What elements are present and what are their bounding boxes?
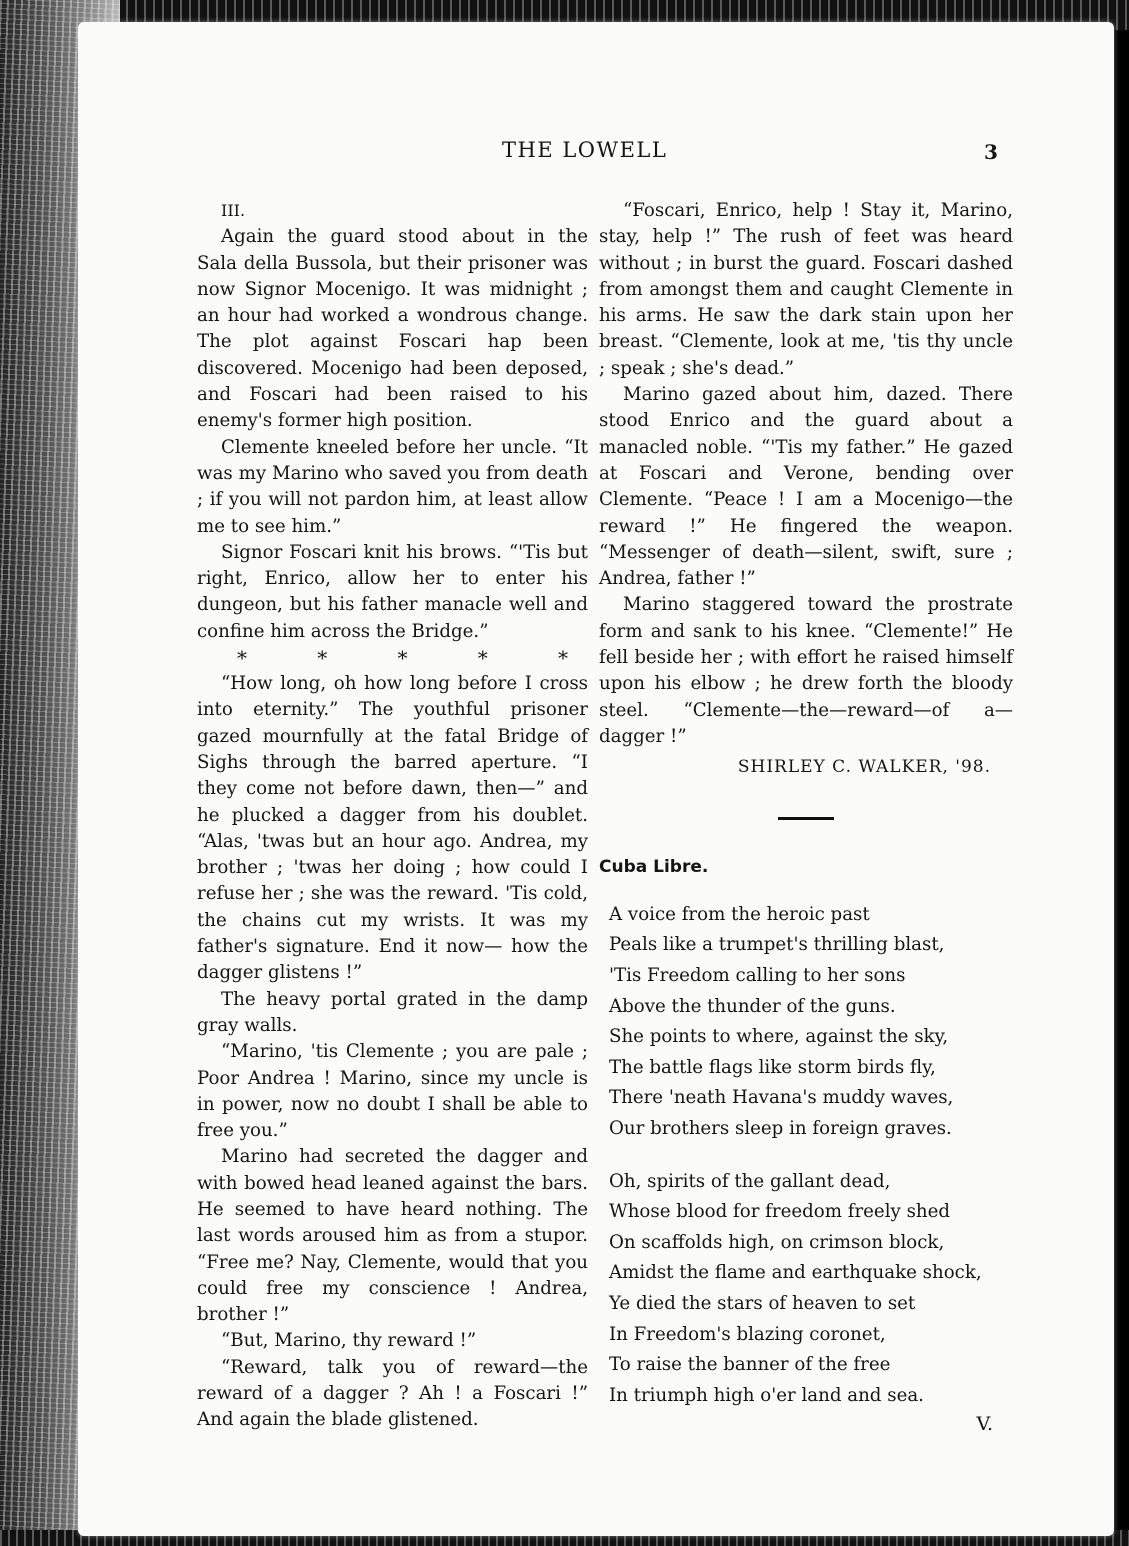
poem-line: The battle flags like storm birds fly, xyxy=(609,1056,936,1078)
poem-line: A voice from the heroic past xyxy=(609,903,870,925)
paragraph: The heavy portal grated in the damp gray walls. xyxy=(197,988,588,1036)
poem-line: Whose blood for freedom freely shed xyxy=(609,1201,951,1223)
asterisk: * xyxy=(558,646,568,671)
poem-line: Ye died the stars of heaven to set xyxy=(609,1292,916,1314)
poem-line: Oh, spirits of the gallant dead, xyxy=(609,1170,891,1192)
running-header-title: THE LOWELL xyxy=(502,138,668,162)
poem-line: Our brothers sleep in foreign graves. xyxy=(609,1117,952,1139)
poem-line: There 'neath Havana's muddy waves, xyxy=(609,1087,954,1109)
poem-line: To raise the banner of the free xyxy=(609,1354,891,1376)
paragraph: “Reward, talk you of reward—the reward of a dagger ? Ah ! a Foscari !” And again the blade glistened. xyxy=(197,1356,588,1431)
poem-stanza-2 xyxy=(609,1167,1013,1412)
poem-line: On scaffolds high, on crimson block, xyxy=(609,1231,945,1253)
poem-line: Above the thunder of the guns. xyxy=(609,995,896,1017)
asterisk: * xyxy=(397,646,408,671)
paragraph: Signor Foscari knit his brows. “'Tis but right, Enrico, allow her to enter his dungeon, but his father manacle well and confine him across the Bridge.” xyxy=(197,541,588,642)
poem-line: She points to where, against the sky, xyxy=(609,1026,949,1048)
paragraph: “How long, oh how long before I cross into eternity.” The youthful prisoner gazed mournfully at the fatal Bridge of Sighs through the barred aperture. “I they come not before dawn, then—” and he plucked a dagger from his doublet. “Alas, 'twas but an hour ago. Andrea, my brother ; 'twas her doing ; how could I refuse her ; she was the reward. 'Tis cold, the chains cut my wrists. It was my father's signature. End it now— how the dagger glistens !” xyxy=(197,673,588,984)
left-column xyxy=(197,198,588,1434)
poem-signature: V. xyxy=(976,1413,993,1436)
paragraph: “Marino, 'tis Clemente ; you are pale ; Poor Andrea ! Marino, since my uncle is in power, now no doubt I shall be able to free you.” xyxy=(197,1041,588,1142)
poem-line: In Freedom's blazing coronet, xyxy=(609,1323,886,1345)
poem-line: Peals like a trumpet's thrilling blast, xyxy=(609,934,945,956)
paragraph: “Foscari, Enrico, help ! Stay it, Marino, stay, help !” The rush of feet was heard without ; in burst the guard. Foscari dashed from amongst them and caught Clemente in his arms. He saw the dark stain upon her breast. “Clemente, look at me, 'tis thy uncle ; speak ; she's dead.” xyxy=(599,200,1013,379)
paragraph: Marino had secreted the dagger and with bowed head leaned against the bars. He seemed to have heard nothing. The last words aroused him as from a stupor. “Free me? Nay, Clemente, would that you could free my conscience ! Andrea, brother !” xyxy=(197,1146,588,1326)
right-column xyxy=(599,198,1013,1438)
poem-title: Cuba Libre. xyxy=(599,856,709,877)
poem-line: 'Tis Freedom calling to her sons xyxy=(609,965,906,987)
section-divider xyxy=(778,817,834,820)
paragraph: Clemente kneeled before her uncle. “It was my Marino who saved you from death ; if you will not pardon him, at least allow me to see him.” xyxy=(197,436,588,537)
author-signature: SHIRLEY C. WALKER, '98. xyxy=(737,757,991,778)
poem-stanza-1 xyxy=(609,900,1013,1145)
section-number: III. xyxy=(221,201,246,220)
paragraph: Marino gazed about him, dazed. There stood Enrico and the guard about a manacled noble. “'Tis my father.” He gazed at Foscari and Verone, bending over Clemente. “Peace ! I am a Mocenigo—the reward !” He fingered the weapon. “Messenger of death—silent, swift, sure ; Andrea, father !” xyxy=(599,384,1013,590)
page-number: 3 xyxy=(984,140,998,164)
asterisk: * xyxy=(317,646,328,671)
paragraph: Marino staggered toward the prostrate form and sank to his knee. “Clemente!” He fell beside her ; with effort he raised himself upon his elbow ; he drew forth the bloody steel. “Clemente—the—reward—of a—dagger !” xyxy=(599,594,1013,747)
paper-page xyxy=(78,22,1114,1536)
poem-line: Amidst the flame and earthquake shock, xyxy=(609,1262,982,1284)
paragraph: Again the guard stood about in the Sala della Bussola, but their prisoner was now Signor Mocenigo. It was midnight ; an hour had worked a wondrous change. The plot against Foscari hap been discovered. Mocenigo had been deposed, and Foscari had been raised to his enemy's former high position. xyxy=(197,226,588,432)
poem-line: In triumph high o'er land and sea. xyxy=(609,1384,924,1406)
section-break-asterisks xyxy=(197,645,588,671)
asterisk: * xyxy=(237,646,247,671)
asterisk: * xyxy=(477,646,488,671)
paragraph: “But, Marino, thy reward !” xyxy=(221,1330,477,1352)
